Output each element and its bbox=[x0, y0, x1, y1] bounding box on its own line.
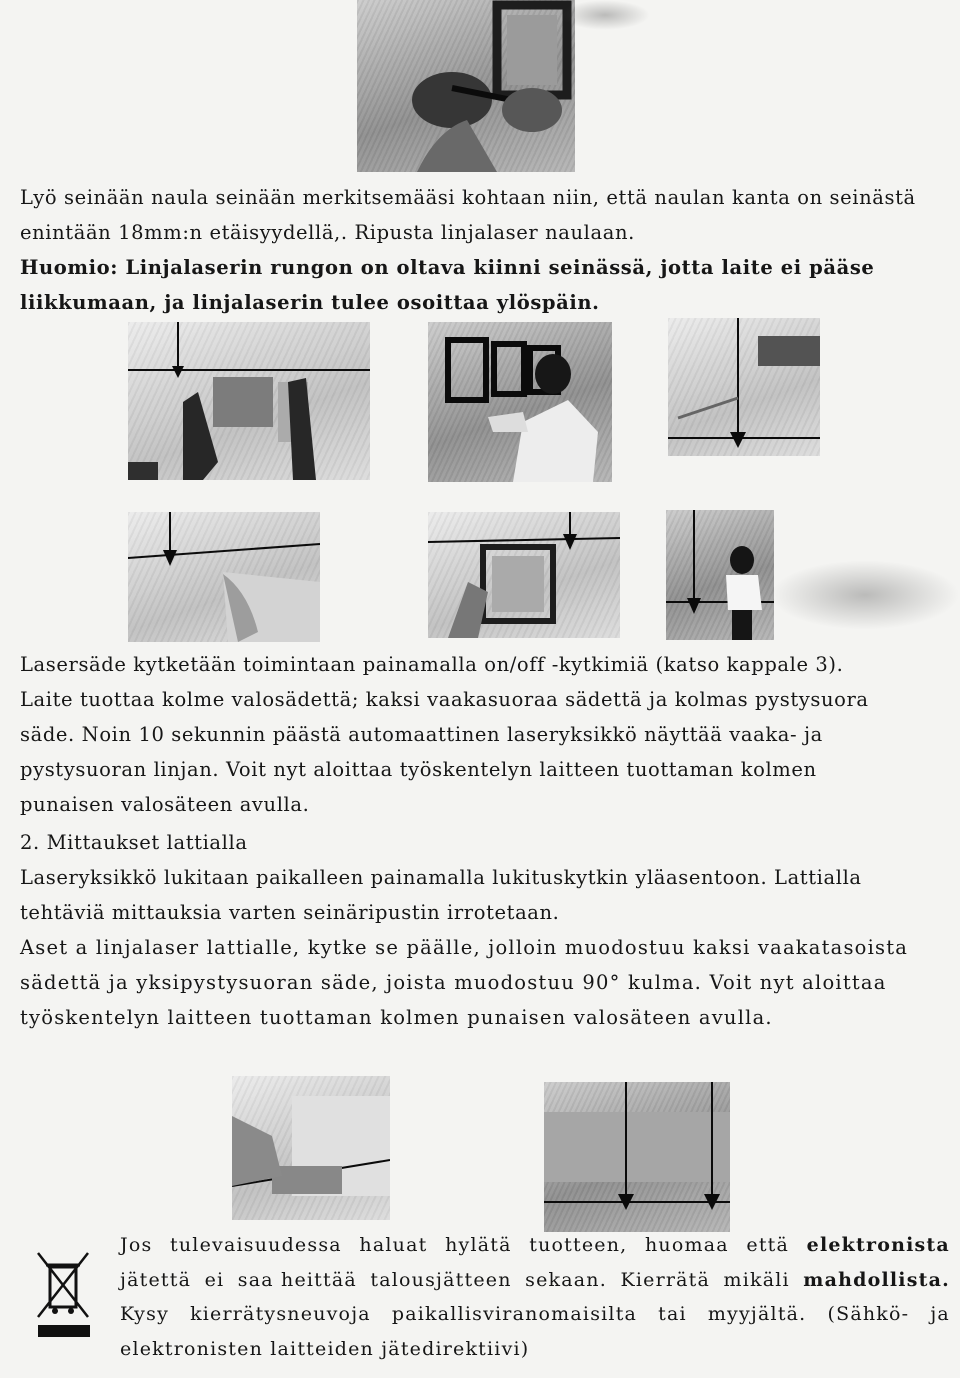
photo-laser-wall-hand bbox=[128, 512, 320, 642]
text-line: tehtäviä mittauksia varten seinäripustin irrotetaan. bbox=[20, 901, 560, 924]
text-line: Jos tulevaisuudessa haluat hylätä tuotteen, huomaa että elektronista bbox=[120, 1234, 950, 1256]
hang-instructions bbox=[20, 180, 915, 320]
crossed-out-wheelie-bin-icon bbox=[30, 1245, 96, 1345]
photo-woman-hanging-pictures bbox=[428, 322, 612, 482]
photo-two-lasers-floor bbox=[544, 1082, 730, 1232]
note-line: liikkumaan, ja linjalaserin tulee osoittaa ylöspäin. bbox=[20, 291, 600, 314]
photo-room-level-line bbox=[128, 322, 370, 480]
text-line: sädettä ja yksipystysuoran säde, joista muodostuu 90° kulma. Voit nyt aloittaa bbox=[20, 971, 887, 994]
text-line: jätettä ei saa heittää talousjätteen sekaan. Kierrätä mikäli mahdollista. bbox=[120, 1268, 950, 1291]
text-line: pystysuoran linjan. Voit nyt aloittaa työskentelyn laitteen tuottaman kolmen bbox=[20, 758, 817, 781]
note-line: Huomio: Linjalaserin rungon on oltava kiinni seinässä, jotta laite ei pääse bbox=[20, 256, 875, 279]
text-line: Laseryksikkö lukitaan paikalleen painamalla lukituskytkin yläasentoon. Lattialla bbox=[20, 866, 862, 889]
text-line: säde. Noin 10 sekunnin päästä automaattinen laseryksikkö näyttää vaaka- ja bbox=[20, 723, 823, 746]
text-line: Lasersäde kytketään toimintaan painamalla on/off -kytkimiä (katso kappale 3). bbox=[20, 653, 844, 676]
text-line: Kysy kierrätysneuvoja paikallisviranomaisilta tai myyjältä. (Sähkö- ja bbox=[120, 1303, 950, 1325]
disposal-notice bbox=[120, 1228, 950, 1366]
photo-floor-laser bbox=[232, 1076, 390, 1220]
section-heading: 2. Mittaukset lattialla bbox=[20, 831, 248, 854]
photo-corner-laser-lines bbox=[668, 318, 820, 456]
text-line: Aset a linjalaser lattialle, kytke se päälle, jolloin muodostuu kaksi vaakatasoista bbox=[20, 936, 909, 959]
text-line: työskentelyn laitteen tuottaman kolmen punaisen valosäteen avulla. bbox=[20, 1006, 773, 1029]
photo-hammering-nail bbox=[357, 0, 575, 172]
text-line: punaisen valosäteen avulla. bbox=[20, 793, 310, 816]
text-line: enintään 18mm:n etäisyydellä,. Ripusta linjalaser naulaan. bbox=[20, 221, 635, 244]
photo-framed-picture-hands bbox=[428, 512, 620, 638]
text-line: Lyö seinään naula seinään merkitsemääsi kohtaan niin, että naulan kanta on seinästä bbox=[20, 186, 916, 209]
text-line: Laite tuottaa kolme valosädettä; kaksi vaakasuoraa sädettä ja kolmas pystysuora bbox=[20, 688, 869, 711]
photo-girl-at-wall bbox=[666, 510, 774, 640]
text-line: elektronisten laitteiden jätedirektiivi) bbox=[120, 1337, 530, 1360]
laser-instructions bbox=[20, 647, 915, 1035]
